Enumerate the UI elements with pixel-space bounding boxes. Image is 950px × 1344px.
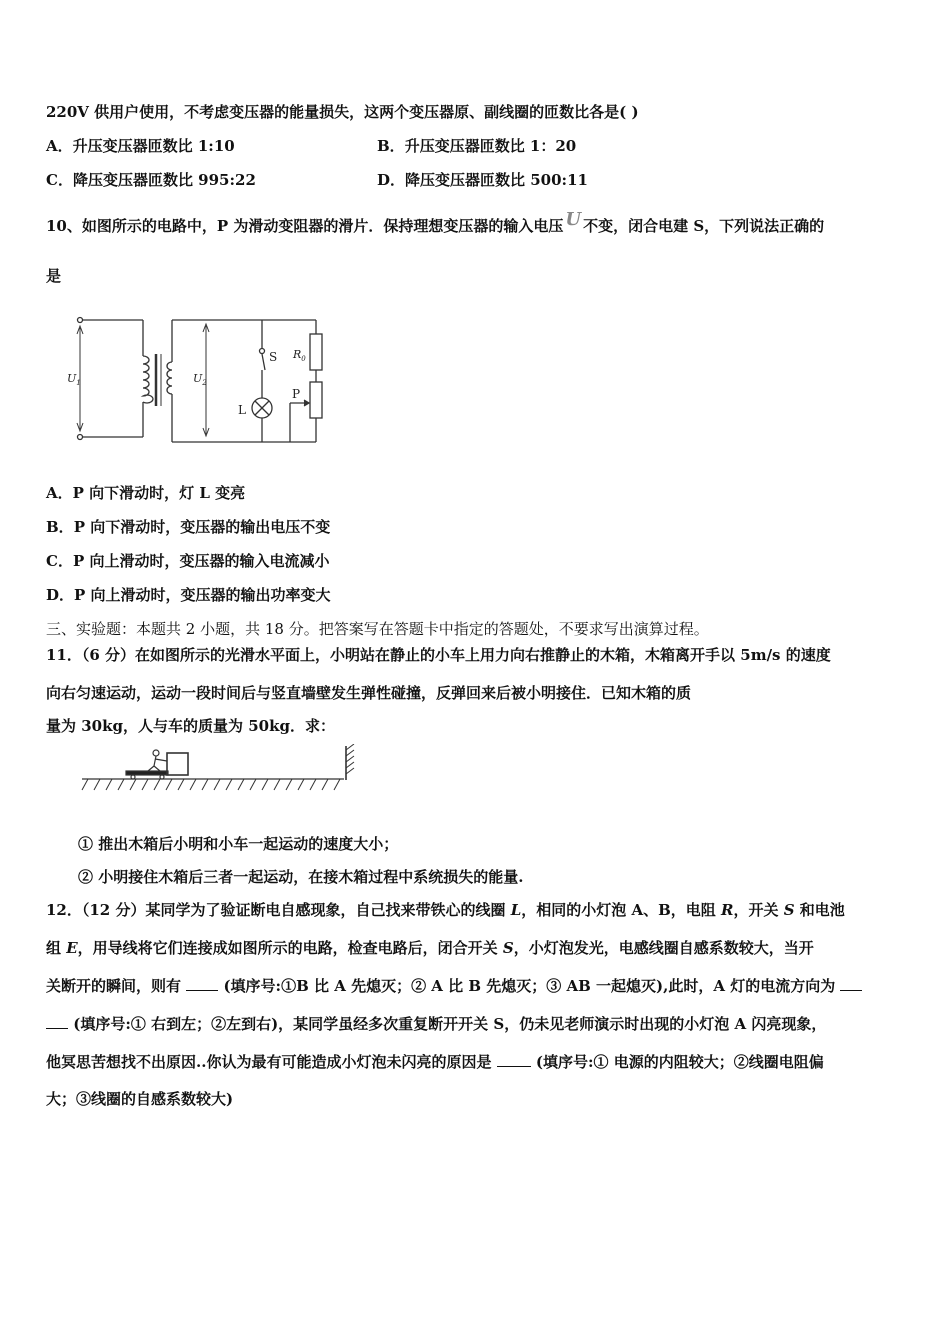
option-letter: D． [46, 586, 75, 604]
option-letter: B． [377, 137, 405, 155]
q10-option-b[interactable] [46, 517, 330, 537]
q10-stem [46, 209, 825, 236]
option-text: 降压变压器匝数比 995:22 [72, 171, 256, 189]
transformer-circuit-diagram [66, 306, 336, 450]
p-label: P [292, 387, 301, 401]
option-letter: D． [377, 171, 406, 189]
lamp-l [252, 398, 272, 418]
q10-option-d[interactable] [46, 585, 331, 605]
option-letter: A． [46, 484, 73, 502]
q12-line: 12．（12 分）某同学为了验证断电自感现象，自己找来带铁心的线圈 L，相同的小灯泡 A、B，电阻 R，开关 S 和电池 [46, 901, 845, 919]
l-label: L [238, 403, 246, 417]
q11-subquestion-2: ② 小明接住木箱后三者一起运动，在接木箱过程中系统损失的能量. [78, 868, 524, 886]
q9-option-b[interactable] [377, 136, 576, 156]
q11-line: 11．（6 分）在如图所示的光滑水平面上，小明站在静止的小车上用力向右推静止的木箱，木箱离开手以 5m/s 的速度 [46, 646, 831, 664]
secondary-coil [167, 362, 172, 394]
q10-stem-part: 10、如图所示的电路中，P 为滑动变阻器的滑片．保持理想变压器的输入电压 [46, 217, 564, 235]
s-label: S [269, 350, 278, 364]
q9-stem-tail: 220V 供用户使用，不考虑变压器的能量损失，这两个变压器原、副线圈的匝数比各是( ) [46, 103, 639, 121]
u2-label: $U_2$ [193, 372, 207, 387]
cart-box-wall-diagram [78, 744, 360, 800]
q11-subquestion-1: ① 推出木箱后小明和小车一起运动的速度大小； [78, 835, 399, 853]
option-letter: B． [46, 518, 74, 536]
terminal-bottom [78, 435, 83, 440]
resistor-r0 [310, 334, 322, 370]
answer-blank-2[interactable] [840, 976, 862, 991]
q9-option-d[interactable] [377, 170, 588, 190]
q9-option-a[interactable] [46, 136, 235, 156]
q12-line: 关断开的瞬间，则有 (填序号:①B 比 A 先熄灭；② A 比 B 先熄灭；③ AB 一起熄灭),此时，A 灯的电流方向为 [46, 976, 862, 996]
option-text: P 向上滑动时，变压器的输出功率变大 [74, 586, 331, 604]
answer-blank-3[interactable] [497, 1052, 531, 1067]
person-xiaoming [148, 750, 167, 771]
q9-option-c[interactable] [46, 170, 256, 190]
q12-line: (填序号:① 右到左；②左到右)，某同学虽经多次重复断开开关 S，仍未见老师演示时出现的小灯泡 A 闪亮现象， [46, 1014, 826, 1034]
q12-line: 组 E，用导线将它们连接成如图所示的电路，检查电路后，闭合开关 S，小灯泡发光，电感线圈自感系数较大，当开 [46, 939, 814, 957]
option-text: 降压变压器匝数比 500:11 [405, 171, 588, 189]
q10-option-a[interactable] [46, 483, 245, 503]
section-heading: 三、实验题：本题共 2 小题，共 18 分。把答案写在答题卡中指定的答题处，不要求写出演算过程。 [46, 620, 709, 638]
option-text: 升压变压器匝数比 1:10 [72, 137, 235, 155]
q11-line: 向右匀速运动，运动一段时间后与竖直墙壁发生弹性碰撞，反弹回来后被小明接住．已知木箱的质 [46, 684, 692, 702]
wooden-box [167, 753, 188, 775]
option-letter: A． [46, 137, 73, 155]
option-text: P 向下滑动时，变压器的输出电压不变 [73, 518, 331, 536]
q10-stem-part: 不变，闭合电建 S，下列说法正确的 [583, 217, 825, 235]
terminal-top [78, 318, 83, 323]
rheostat [310, 382, 322, 418]
u1-symbol: U [565, 209, 582, 230]
option-letter: C． [46, 552, 73, 570]
q11-line: 量为 30kg，人与车的质量为 50kg．求： [46, 717, 335, 735]
u1-label: $U_1$ [67, 372, 81, 387]
option-letter: C． [46, 171, 73, 189]
answer-blank-1[interactable] [186, 976, 218, 991]
primary-coil [143, 356, 153, 403]
r0-label: $R_0$ [293, 348, 306, 363]
q12-line: 他冥思苦想找不出原因..你认为最有可能造成小灯泡未闪亮的原因是 (填序号:① 电源的内阻较大；②线圈电阻偏 [46, 1053, 824, 1071]
option-text: P 向上滑动时，变压器的输入电流减小 [72, 552, 330, 570]
answer-blank-2-cont[interactable] [46, 1014, 68, 1029]
q10-option-c[interactable] [46, 551, 329, 571]
option-text: 升压变压器匝数比 1：20 [404, 137, 577, 155]
cart [126, 771, 168, 779]
switch-s [262, 354, 265, 370]
q12-line: 大；③线圈的自感系数较大) [46, 1090, 234, 1108]
option-text: P 向下滑动时，灯 L 变亮 [72, 484, 246, 502]
q10-stem-end: 是 [46, 267, 62, 285]
